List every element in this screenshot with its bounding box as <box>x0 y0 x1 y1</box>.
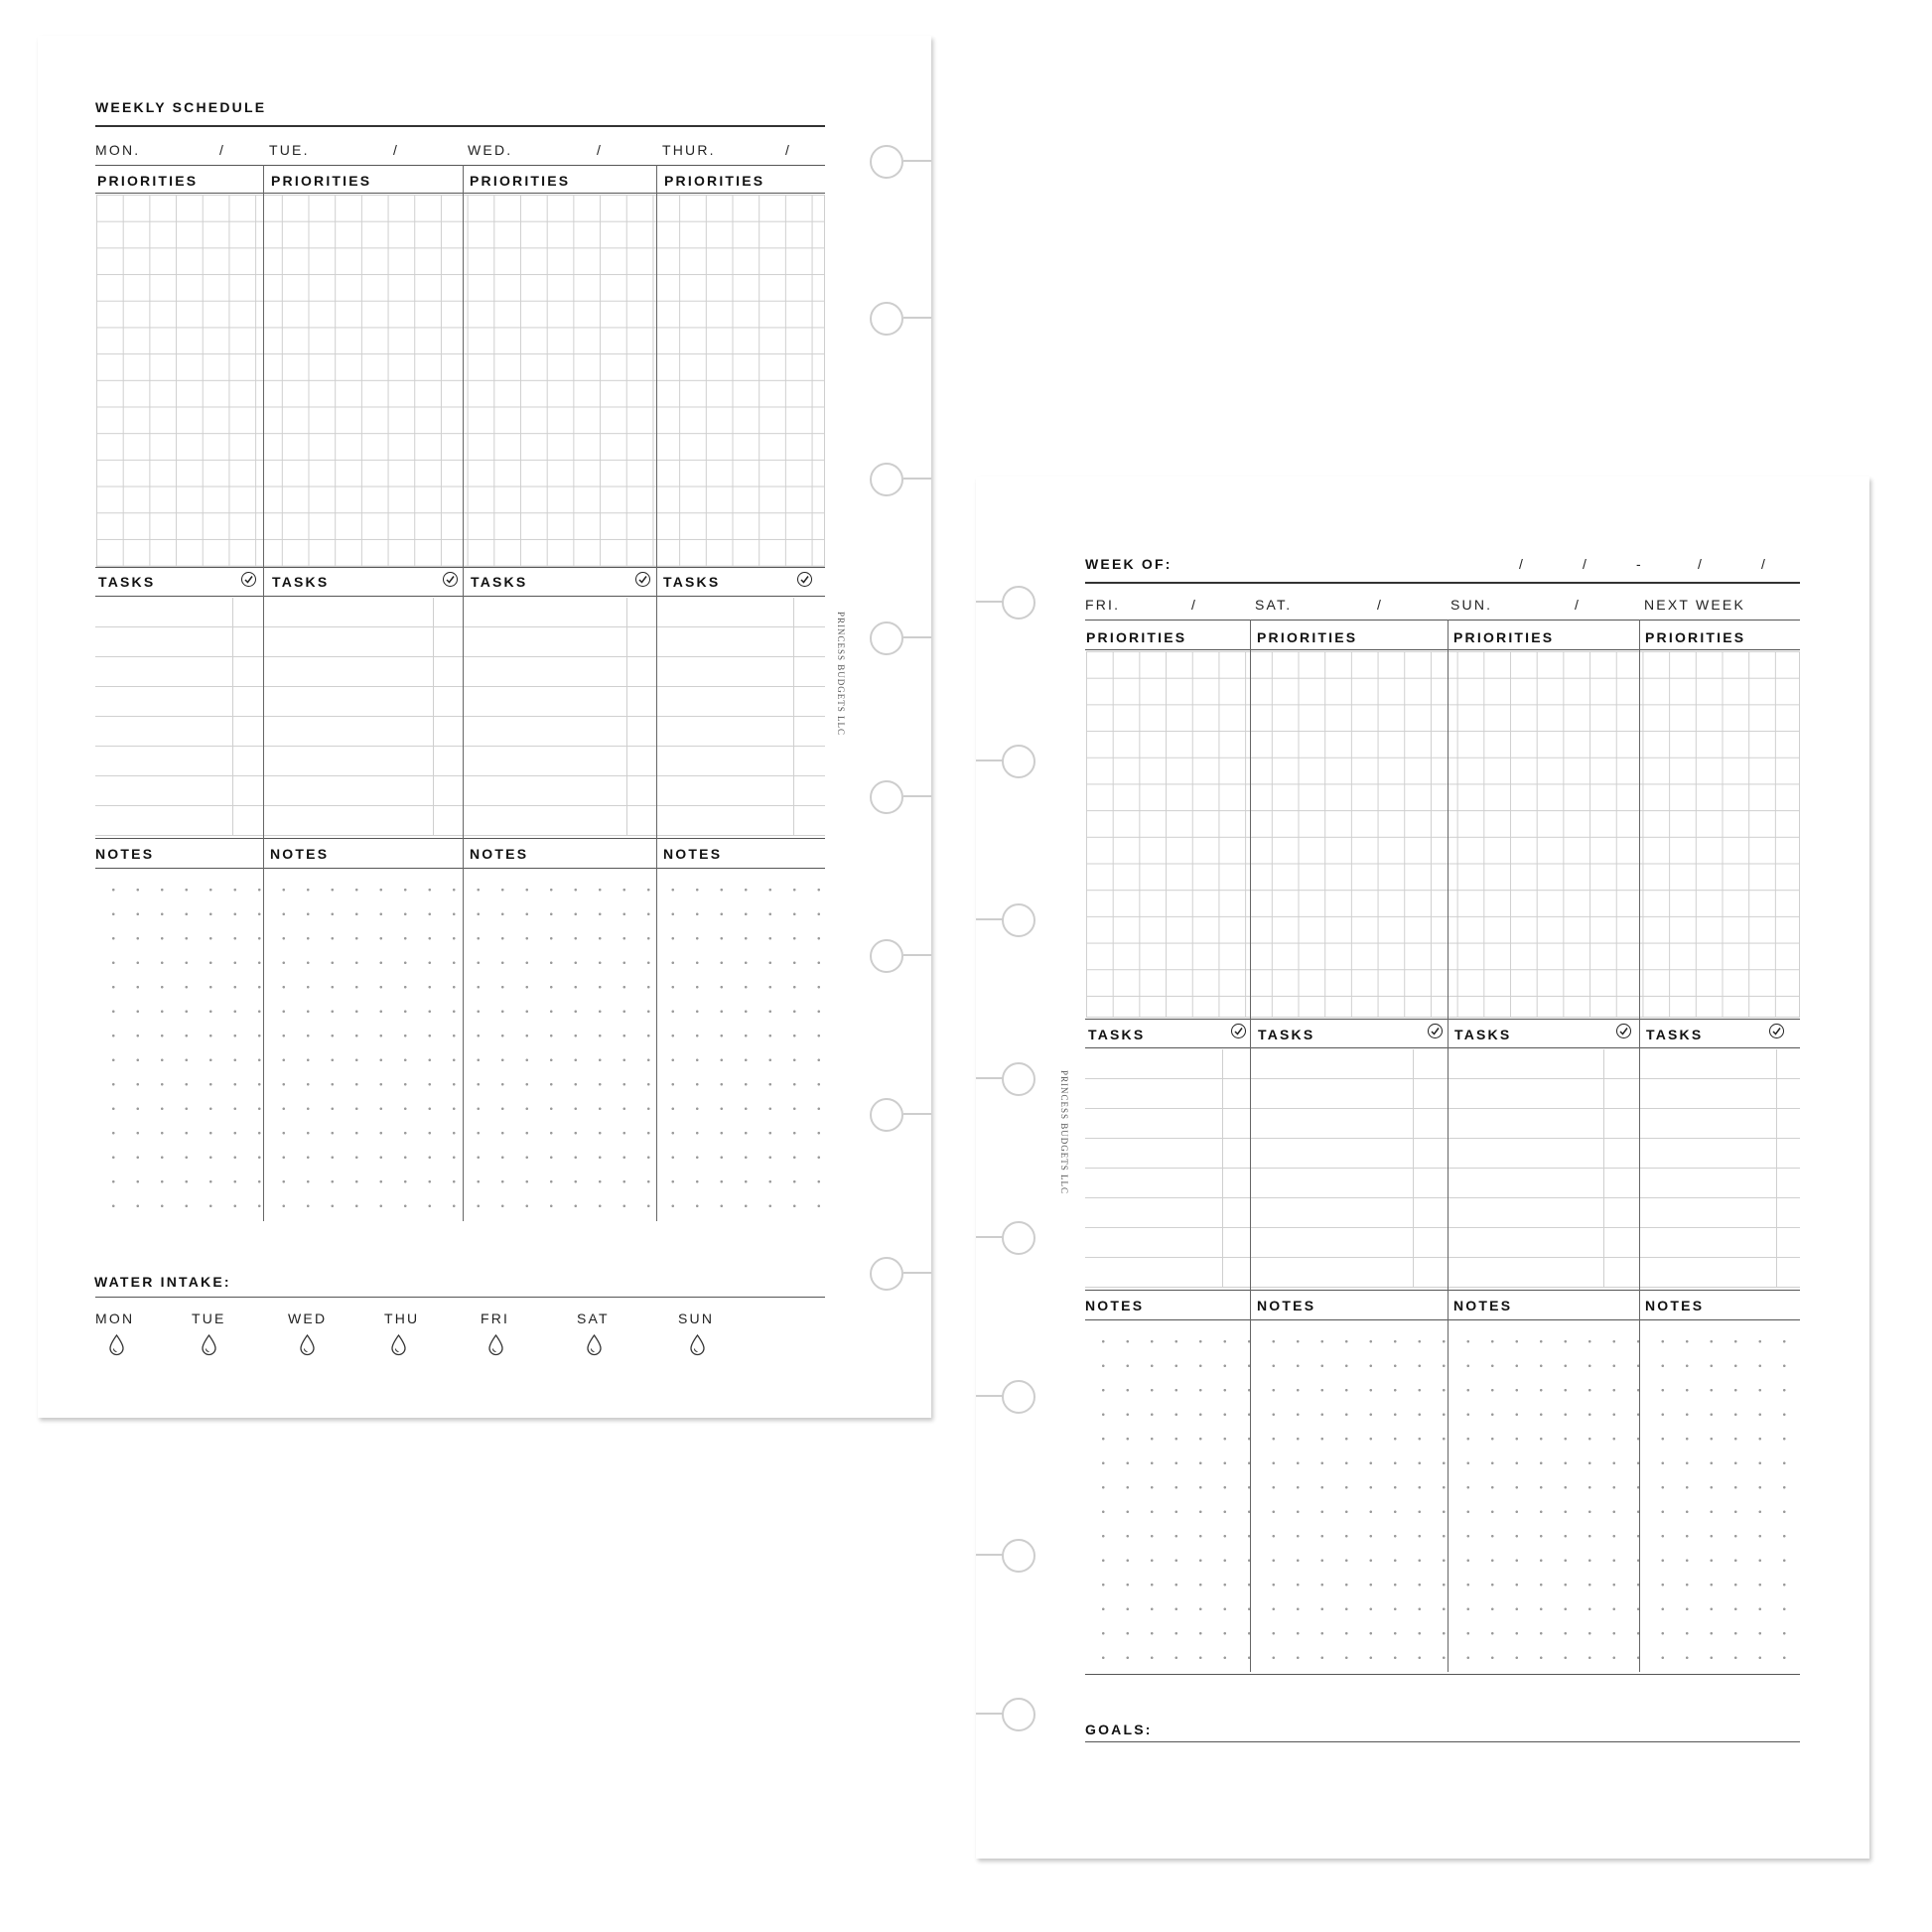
ring-slot <box>903 1113 931 1115</box>
water-day-sat: SAT <box>577 1311 610 1326</box>
date-slash: / <box>785 142 789 158</box>
ring-slot <box>976 1713 1004 1715</box>
day-label-fri: FRI. <box>1085 597 1121 613</box>
date-slash: / <box>219 142 223 158</box>
ring-slot <box>976 1077 1004 1079</box>
task-check-column <box>433 598 434 836</box>
disc-ring-icon <box>1002 1539 1035 1573</box>
water-day-wed: WED <box>288 1311 328 1326</box>
week-range-mark: / <box>1698 556 1702 572</box>
notes-heading: NOTES <box>470 846 529 862</box>
tasks-heading: TASKS <box>663 574 721 590</box>
priorities-heading: PRIORITIES <box>97 173 199 189</box>
column-divider <box>1639 620 1640 1672</box>
tasks-heading: TASKS <box>98 574 156 590</box>
task-check-column <box>626 598 627 836</box>
priorities-heading: PRIORITIES <box>1645 629 1746 645</box>
priorities-heading: PRIORITIES <box>470 173 571 189</box>
disc-ring-icon <box>870 939 903 973</box>
column-divider <box>463 165 464 1221</box>
day-label-mon: MON. <box>95 142 141 158</box>
water-intake-label: WATER INTAKE: <box>94 1274 231 1290</box>
day-label-wed: WED. <box>468 142 513 158</box>
disc-ring-icon <box>870 302 903 336</box>
ring-slot <box>903 317 931 319</box>
day-label-thur: THUR. <box>662 142 716 158</box>
water-day-thu: THU <box>384 1311 420 1326</box>
ring-slot <box>903 795 931 797</box>
page-title: WEEKLY SCHEDULE <box>95 99 267 115</box>
notes-heading: NOTES <box>1257 1298 1316 1313</box>
priorities-grid[interactable] <box>96 195 825 567</box>
tasks-heading: TASKS <box>1088 1027 1146 1042</box>
notes-heading: NOTES <box>95 846 155 862</box>
check-circle-icon <box>1616 1024 1631 1038</box>
date-slash: / <box>597 142 601 158</box>
water-intake-divider <box>95 1297 825 1298</box>
ring-slot <box>976 1395 1004 1397</box>
tasks-lines[interactable] <box>95 598 825 836</box>
task-check-column <box>232 598 233 836</box>
date-slash: / <box>1377 597 1381 613</box>
priorities-heading: PRIORITIES <box>271 173 372 189</box>
disc-ring-icon <box>1002 903 1035 937</box>
disc-ring-icon <box>1002 1221 1035 1255</box>
ring-slot <box>976 1554 1004 1556</box>
notes-dot-grid[interactable] <box>1085 1323 1800 1671</box>
tasks-heading: TASKS <box>1646 1027 1704 1042</box>
notes-heading: NOTES <box>1085 1298 1145 1313</box>
notes-top-divider <box>95 838 825 839</box>
disc-ring-icon <box>1002 586 1035 620</box>
task-check-column <box>1603 1049 1604 1288</box>
water-drop-icon[interactable] <box>487 1334 504 1356</box>
notes-divider <box>1085 1319 1800 1320</box>
disc-ring-icon <box>1002 1062 1035 1096</box>
disc-ring-icon <box>1002 1698 1035 1731</box>
title-divider <box>95 125 825 127</box>
week-of-label: WEEK OF: <box>1085 556 1173 572</box>
date-slash: / <box>393 142 397 158</box>
goals-label: GOALS: <box>1085 1722 1153 1737</box>
column-divider <box>1250 620 1251 1672</box>
brand-imprint: PRINCESS BUDGETS LLC <box>836 612 846 737</box>
date-slash: / <box>1575 597 1579 613</box>
tasks-heading: TASKS <box>272 574 330 590</box>
water-day-mon: MON <box>95 1311 135 1326</box>
disc-ring-icon <box>870 780 903 814</box>
notes-dot-grid[interactable] <box>95 872 825 1219</box>
water-drop-icon[interactable] <box>586 1334 603 1356</box>
notes-heading: NOTES <box>1645 1298 1705 1313</box>
check-circle-icon <box>241 572 256 587</box>
tasks-divider <box>95 596 825 597</box>
week-range-mark: / <box>1519 556 1523 572</box>
water-day-sun: SUN <box>678 1311 715 1326</box>
water-day-fri: FRI <box>481 1311 510 1326</box>
right-planner-page <box>976 477 1869 1859</box>
notes-heading: NOTES <box>663 846 723 862</box>
tasks-divider <box>1085 1047 1800 1048</box>
day-row-divider <box>1085 620 1800 621</box>
priorities-heading: PRIORITIES <box>1453 629 1555 645</box>
disc-ring-icon <box>870 463 903 496</box>
tasks-top-divider <box>95 567 825 568</box>
water-drop-icon[interactable] <box>108 1334 125 1356</box>
date-slash: / <box>1191 597 1195 613</box>
check-circle-icon <box>1231 1024 1246 1038</box>
check-circle-icon <box>635 572 650 587</box>
priorities-heading: PRIORITIES <box>664 173 765 189</box>
water-drop-icon[interactable] <box>689 1334 706 1356</box>
day-label-sat: SAT. <box>1255 597 1293 613</box>
tasks-heading: TASKS <box>1258 1027 1315 1042</box>
disc-ring-icon <box>870 1098 903 1132</box>
week-of-divider <box>1085 582 1800 584</box>
notes-top-divider <box>1085 1290 1800 1291</box>
ring-slot <box>903 954 931 956</box>
task-check-column <box>1222 1049 1223 1288</box>
priorities-heading: PRIORITIES <box>1086 629 1187 645</box>
day-label-tue: TUE. <box>269 142 310 158</box>
priorities-heading: PRIORITIES <box>1257 629 1358 645</box>
tasks-heading: TASKS <box>1454 1027 1512 1042</box>
task-check-column <box>793 598 794 836</box>
task-check-column <box>1776 1049 1777 1288</box>
priorities-divider <box>1085 649 1800 650</box>
water-day-tue: TUE <box>192 1311 226 1326</box>
tasks-top-divider <box>1085 1019 1800 1020</box>
check-circle-icon <box>1769 1024 1784 1038</box>
week-range-mark: - <box>1636 556 1641 572</box>
water-drop-icon[interactable] <box>299 1334 316 1356</box>
disc-ring-icon <box>870 145 903 179</box>
notes-heading: NOTES <box>270 846 330 862</box>
check-circle-icon <box>1428 1024 1443 1038</box>
ring-slot <box>903 160 931 162</box>
priorities-grid[interactable] <box>1086 651 1800 1018</box>
day-label-sun: SUN. <box>1450 597 1493 613</box>
ring-slot <box>976 1236 1004 1238</box>
day-row-divider <box>95 165 825 166</box>
disc-ring-icon <box>1002 745 1035 778</box>
column-divider <box>263 165 264 1221</box>
disc-ring-icon <box>1002 1380 1035 1414</box>
task-check-column <box>1413 1049 1414 1288</box>
column-divider <box>1448 620 1449 1672</box>
priorities-divider <box>95 193 825 194</box>
day-label-next-week: NEXT WEEK <box>1644 597 1746 613</box>
ring-slot <box>903 478 931 480</box>
disc-ring-icon <box>870 621 903 655</box>
column-divider <box>656 165 657 1221</box>
water-drop-icon[interactable] <box>201 1334 217 1356</box>
ring-slot <box>976 759 1004 761</box>
tasks-lines[interactable] <box>1085 1049 1800 1288</box>
brand-imprint: PRINCESS BUDGETS LLC <box>1059 1070 1069 1195</box>
week-range-mark: / <box>1761 556 1765 572</box>
water-drop-icon[interactable] <box>390 1334 407 1356</box>
ring-slot <box>976 918 1004 920</box>
disc-ring-icon <box>870 1257 903 1291</box>
ring-slot <box>976 601 1004 603</box>
goals-line[interactable] <box>1085 1741 1800 1742</box>
notes-heading: NOTES <box>1453 1298 1513 1313</box>
check-circle-icon <box>443 572 458 587</box>
notes-bottom-divider <box>1085 1674 1800 1675</box>
tasks-heading: TASKS <box>471 574 528 590</box>
ring-slot <box>903 1272 931 1274</box>
ring-slot <box>903 636 931 638</box>
left-planner-page <box>38 36 931 1418</box>
check-circle-icon <box>797 572 812 587</box>
week-range-mark: / <box>1583 556 1587 572</box>
notes-divider <box>95 868 825 869</box>
